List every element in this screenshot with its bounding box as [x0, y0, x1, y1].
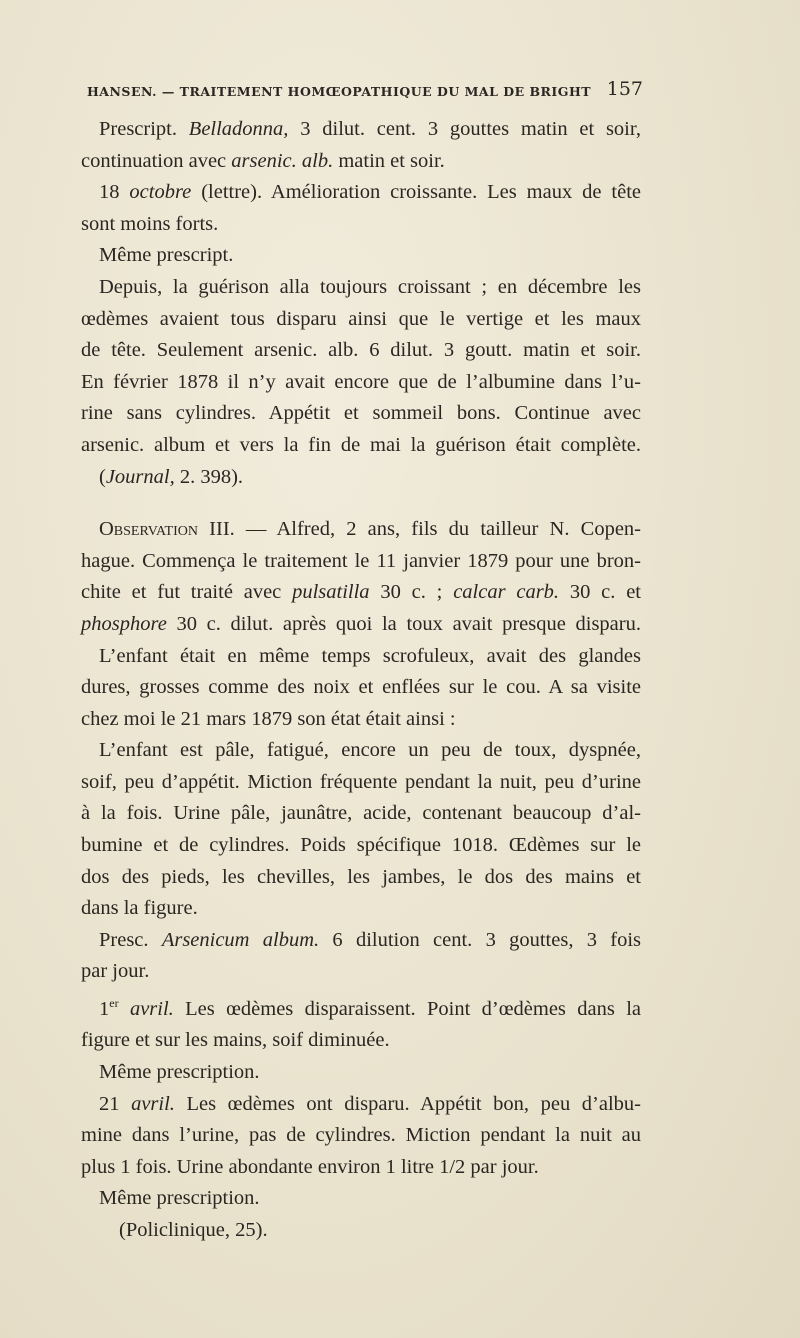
text-line: arsenic. album et vers la fin de mai la guérison était complète. — [81, 433, 641, 456]
text-line: œdèmes avaient tous disparu ainsi que le vertige et les maux — [81, 307, 641, 330]
page-header — [87, 78, 647, 106]
text-line: L’enfant est pâle, fatigué, encore un peu de toux, dyspnée, — [99, 739, 641, 762]
text-line: rine sans cylindres. Appétit et sommeil bons. Continue avec — [81, 402, 641, 425]
page-body — [81, 114, 641, 1247]
text-line: dans la figure. — [81, 897, 198, 920]
text-line: (Policlinique, 25). — [119, 1219, 268, 1242]
text-line: soif, peu d’appétit. Miction fréquente pendant la nuit, peu d’urine — [81, 770, 641, 793]
paragraph-gap — [81, 493, 641, 514]
text-line: 1er avril. Les œdèmes disparaissent. Point d’œdèmes dans la — [99, 996, 641, 1020]
text-line: Depuis, la guérison alla toujours croissant ; en décembre les — [99, 275, 641, 298]
text-line: Même prescription. — [99, 1187, 260, 1210]
text-line: sont moins forts. — [81, 212, 219, 235]
text-line: En février 1878 il n’y avait encore que de l’albumine dans l’u- — [81, 370, 641, 393]
text-line: figure et sur les mains, soif diminuée. — [81, 1029, 390, 1052]
text-line: 18 octobre (lettre). Amélioration croissante. Les maux de tête — [99, 181, 641, 204]
text-line: plus 1 fois. Urine abondante environ 1 litre 1/2 par jour. — [81, 1155, 539, 1178]
text-line: Même prescript. — [99, 244, 234, 267]
text-line: Observation III. — Alfred, 2 ans, fils du tailleur N. Copen- — [99, 518, 641, 541]
text-line: à la fois. Urine pâle, jaunâtre, acide, contenant beaucoup d’al- — [81, 802, 641, 825]
text-line: dures, grosses comme des noix et enflées sur le cou. A sa visite — [81, 676, 641, 699]
text-line: bumine et de cylindres. Poids spécifique 1018. Œdèmes sur le — [81, 834, 641, 857]
text-line: par jour. — [81, 960, 150, 983]
text-line: de tête. Seulement arsenic. alb. 6 dilut. 3 goutt. matin et soir. — [81, 339, 641, 362]
text-line: hague. Commença le traitement le 11 janvier 1879 pour une bron- — [81, 549, 641, 572]
text-line: Presc. Arsenicum album. 6 dilution cent. 3 gouttes, 3 fois — [99, 928, 641, 951]
text-line: dos des pieds, les chevilles, les jambes, le dos des mains et — [81, 865, 641, 888]
observation-heading: Observation — [99, 518, 198, 541]
text-line: Même prescription. — [99, 1061, 260, 1084]
text-line: phosphore 30 c. dilut. après quoi la toux avait presque disparu. — [81, 612, 641, 635]
running-title: HANSEN. — TRAITEMENT HOMŒOPATHIQUE DU MAL DE BRIGHT — [87, 84, 592, 99]
text-line: chez moi le 21 mars 1879 son état était ainsi : — [81, 707, 456, 730]
text-line: 21 avril. Les œdèmes ont disparu. Appétit bon, peu d’albu- — [99, 1092, 641, 1115]
text-line: Prescript. Belladonna, 3 dilut. cent. 3 gouttes matin et soir, — [99, 118, 642, 140]
text-line: chite et fut traité avec pulsatilla 30 c. ; calcar carb. 30 c. et — [81, 581, 641, 604]
text-line: mine dans l’urine, pas de cylindres. Miction pendant la nuit au — [81, 1124, 641, 1147]
text-line: L’enfant était en même temps scrofuleux, avait des glandes — [99, 644, 641, 667]
text-line: (Journal, 2. 398). — [99, 465, 244, 488]
text-line: continuation avec arsenic. alb. matin et soir. — [81, 149, 445, 172]
page-number: 157 — [606, 78, 643, 100]
